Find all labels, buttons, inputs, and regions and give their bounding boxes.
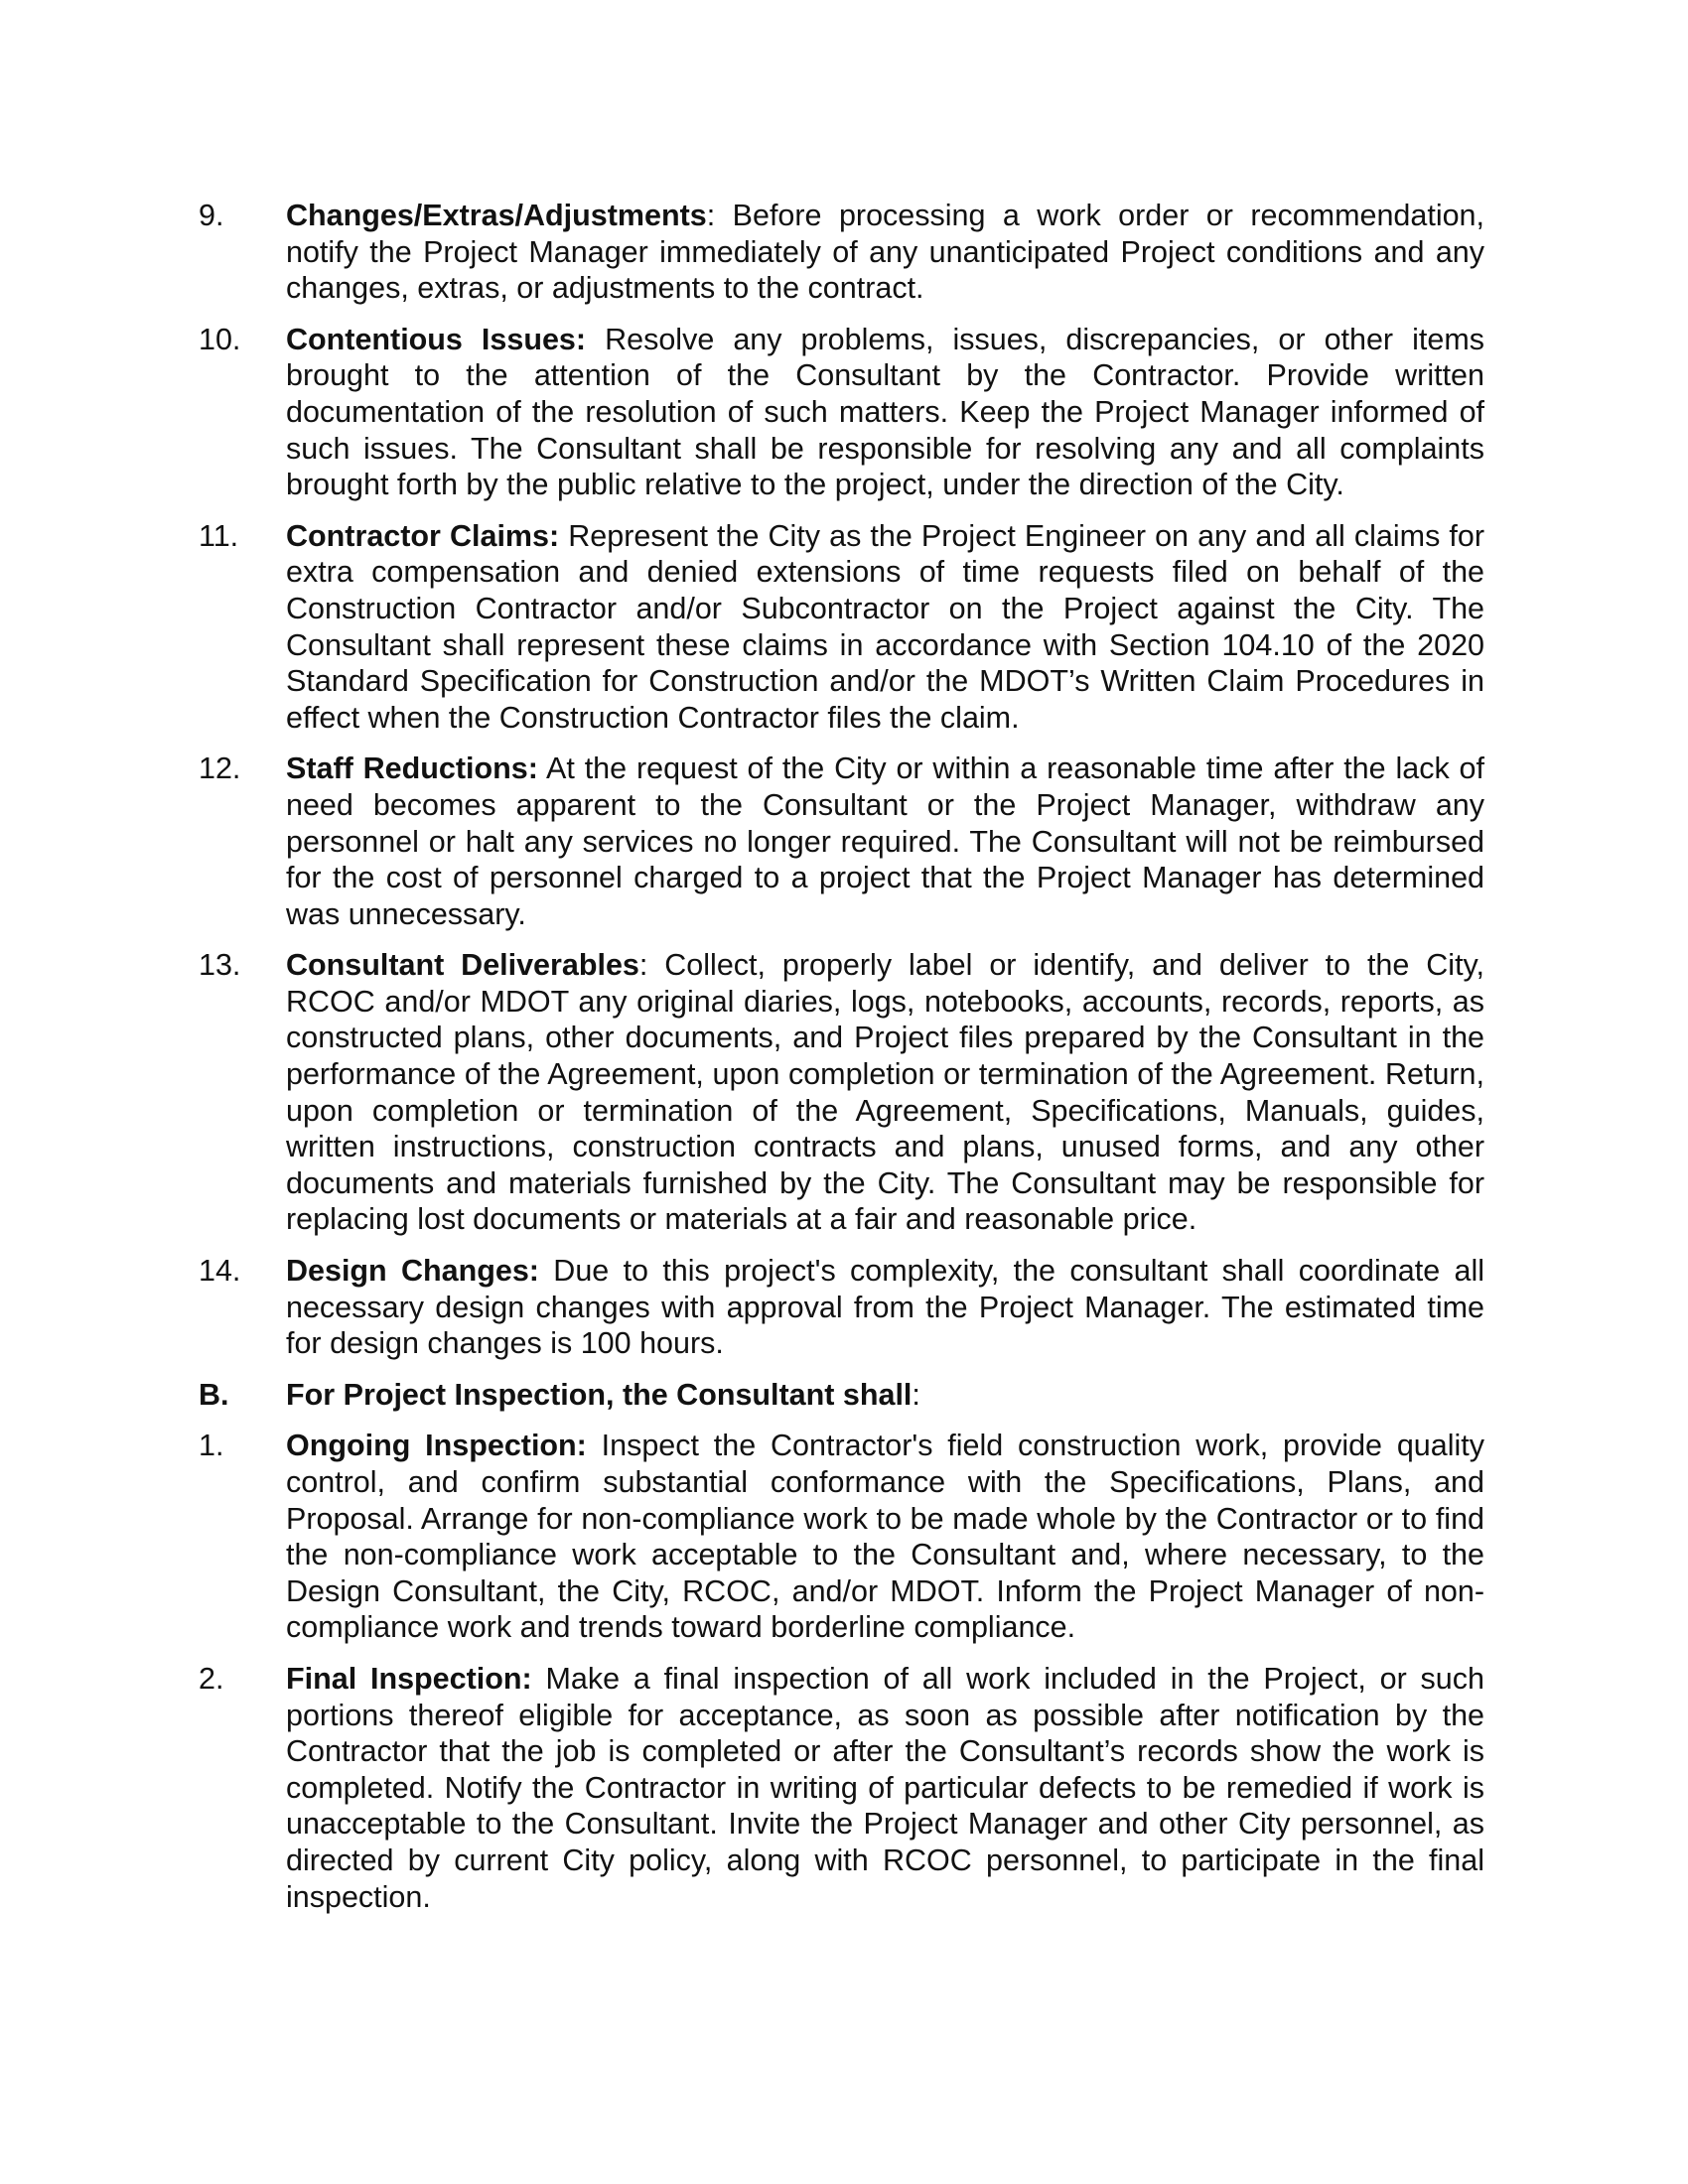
item-separator [532, 1662, 546, 1696]
item-number: 9. [199, 199, 224, 232]
item-heading: Final Inspection: [286, 1661, 532, 1696]
item-text: Inspect the Contractor's field construction work, provide quality control, and confirm substantial conformance with the Specifications, Plans, and Proposal. Arrange for non-compliance work to be made whole by the Contractor or to find the non-compliance work acceptable to the Consultant and, where necessary, to the Design Consultant, the City, RCOC, and/or MDOT. Inform the Project Manager of non-compliance work and trends toward borderline compliance. [286, 1429, 1484, 1645]
item-separator [587, 1429, 602, 1462]
item-body [286, 1253, 1484, 1362]
item-text: Due to this project's complexity, the consultant shall coordinate all necessary design changes with approval from the Project Manager. The estimated time for design changes is 100 hours. [286, 1254, 1484, 1361]
item-number: 13. [199, 948, 241, 983]
item-heading: Changes/Extras/Adjustments [286, 199, 707, 232]
list-item-13 [199, 947, 1484, 1238]
item-number: 10. [199, 322, 241, 356]
section-number: B. [199, 1377, 229, 1412]
item-separator [539, 1254, 553, 1288]
list-item-9 [199, 198, 1484, 307]
item-text: At the request of the City or within a reasonable time after the lack of need becomes apparent to the Consultant or the Project Manager, withdraw any personnel or halt any services no longer required. The Consultant will not be reimbursed for the cost of personnel charged to a project that the Project Manager has determined was unnecessary. [286, 751, 1484, 931]
section-title-line [286, 1377, 1484, 1414]
item-number: 2. [199, 1661, 224, 1696]
item-heading: Consultant Deliverables [286, 948, 639, 983]
item-number: 12. [199, 751, 241, 786]
list-item-12 [199, 751, 1484, 932]
item-separator: : [638, 948, 665, 983]
item-body [286, 198, 1484, 307]
section-b-heading [199, 1377, 1484, 1414]
item-body [286, 1428, 1484, 1646]
list-item-10 [199, 322, 1484, 503]
item-number: 11. [199, 518, 239, 553]
item-heading: Ongoing Inspection: [286, 1429, 587, 1463]
item-text: Collect, properly label or identify, and deliver to the City, RCOC and/or MDOT any original diaries, logs, notebooks, accounts, records, reports, as constructed plans, other documents, and Project files prepared by the Consultant in the performance of the Agreement, upon completion or termination of the Agreement. Return, upon completion or termination of the Agreement, Specifications, Manuals, guides, written instructions, construction contracts and plans, unused forms, and any other documents and materials furnished by the City. The Consultant may be responsible for replacing lost documents or materials at a fair and reasonable price. [286, 948, 1485, 1237]
item-text: Make a final inspection of all work included in the Project, or such portions thereof eligible for acceptance, as soon as possible after notification by the Contractor that the job is completed or after the Consultant’s records show the work is completed. Notify the Contractor in writing of particular defects to be remedied if work is unacceptable to the Consultant. Invite the Project Manager and other City personnel, as directed by current City policy, along with RCOC personnel, to participate in the final inspection. [286, 1661, 1484, 1914]
section-title: For Project Inspection, the Consultant shall [286, 1377, 913, 1412]
item-number: 1. [199, 1429, 224, 1463]
item-separator [559, 519, 568, 553]
item-separator [586, 323, 605, 356]
item-text: Resolve any problems, issues, discrepancies, or other items brought to the attention of the Consultant by the Contractor. Provide written documentation of the resolution of such matters. Keep the Project Manager informed of such issues. The Consultant shall be responsible for resolving any and all complaints brought forth by the public relative to the project, under the direction of the City. [286, 322, 1484, 502]
item-separator: : [706, 199, 733, 232]
item-heading: Staff Reductions: [286, 751, 538, 786]
item-heading: Design Changes: [286, 1254, 539, 1289]
item-body [286, 518, 1484, 737]
section-colon: : [912, 1377, 920, 1412]
list-item-14 [199, 1253, 1484, 1362]
item-heading: Contractor Claims: [286, 518, 560, 553]
list-item-b1 [199, 1428, 1484, 1646]
item-body [286, 322, 1484, 503]
item-body [286, 947, 1484, 1238]
item-heading: Contentious Issues: [286, 322, 587, 356]
item-body [286, 1661, 1484, 1915]
item-separator [538, 751, 546, 785]
item-body [286, 751, 1484, 932]
list-item-b2 [199, 1661, 1484, 1915]
item-number: 14. [199, 1254, 241, 1289]
item-text: Represent the City as the Project Engineer on any and all claims for extra compensation and denied extensions of time requests filed on behalf of the Construction Contractor and/or Subcontractor on the Project against the City. The Consultant shall represent these claims in accordance with Section 104.10 of the 2020 Standard Specification for Construction and/or the MDOT’s Written Claim Procedures in effect when the Construction Contractor files the claim. [286, 518, 1484, 735]
list-item-11 [199, 518, 1484, 737]
item-text: Before processing a work order or recommendation, notify the Project Manager immediately of any unanticipated Project conditions and any changes, extras, or adjustments to the contract. [286, 199, 1484, 306]
